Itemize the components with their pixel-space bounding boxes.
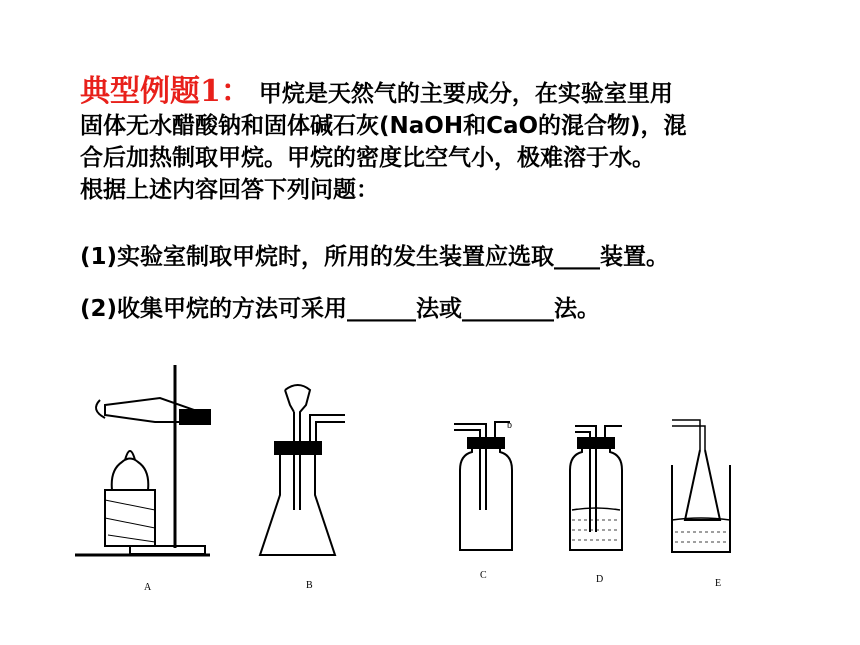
extra-mark: b	[507, 420, 512, 431]
question-2: (2)收集甲烷的方法可采用______法或________法。	[80, 296, 601, 322]
apparatus-b	[260, 385, 345, 555]
intro-line-3: 合后加热制取甲烷。甲烷的密度比空气小，极难溶于水。	[80, 145, 655, 171]
apparatus-d	[570, 426, 622, 550]
label-e: E	[715, 578, 722, 589]
intro-line-2: 固体无水醋酸钠和固体碱石灰(NaOH和CaO的混合物)，混	[80, 113, 687, 139]
apparatus-a	[75, 365, 210, 555]
apparatus-c	[454, 422, 512, 550]
label-d: D	[596, 574, 604, 585]
intro-line-1: 甲烷是天然气的主要成分，在实验室里用	[258, 81, 673, 107]
problem-text	[80, 76, 820, 206]
apparatus-figure	[60, 360, 780, 604]
question-1: (1)实验室制取甲烷时，所用的发生装置应选取____装置。	[80, 244, 670, 270]
apparatus-diagram	[60, 360, 780, 600]
apparatus-e	[672, 420, 730, 552]
label-b: B	[306, 580, 313, 591]
problem-title: 典型例题1：	[80, 74, 251, 109]
label-c: C	[480, 570, 487, 581]
label-a: A	[144, 582, 152, 593]
intro-line-4: 根据上述内容回答下列问题：	[80, 177, 379, 203]
